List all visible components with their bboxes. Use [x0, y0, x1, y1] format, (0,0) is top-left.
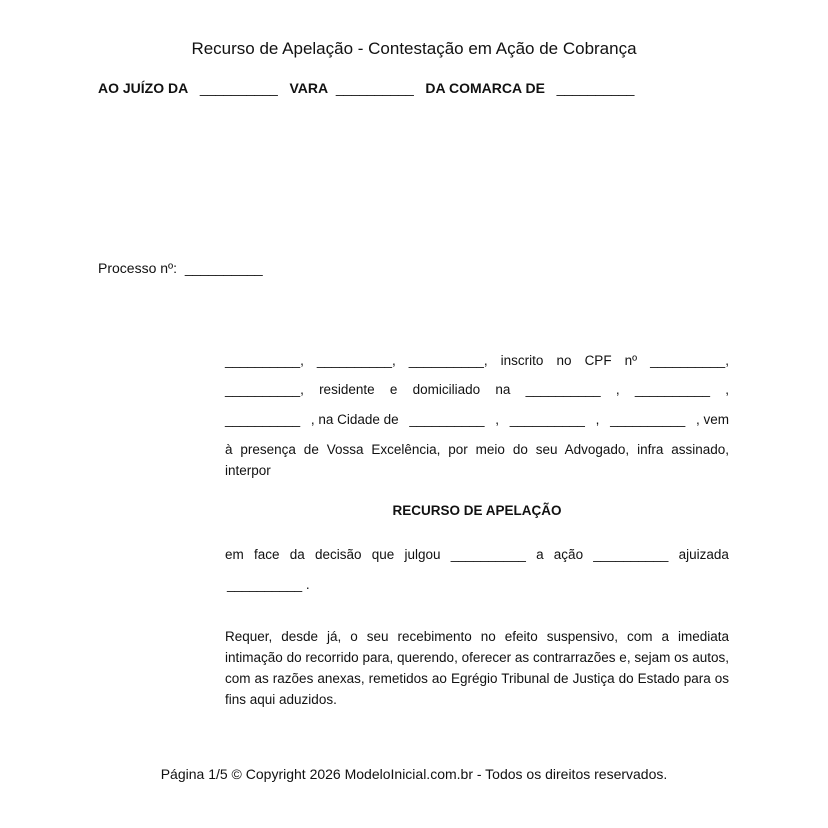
word: e [389, 382, 398, 397]
header-blank-1: __________ [199, 80, 278, 96]
word: a [536, 547, 544, 562]
decision-line-2: __________ . [227, 577, 310, 592]
header-blank-3: __________ [556, 80, 635, 96]
word: __________, [225, 382, 304, 397]
word: , [595, 412, 600, 427]
word: __________, [316, 353, 396, 368]
header-part-3: DA COMARCA DE [425, 80, 545, 96]
decision-line-1 [225, 547, 729, 562]
word: ajuizada [678, 547, 729, 562]
word: ação [553, 547, 584, 562]
word: __________ [525, 382, 601, 397]
process-blank: __________ [184, 260, 263, 276]
document-title: Recurso de Apelação - Contestação em Ação de Cobrança [191, 39, 637, 58]
word: na [495, 382, 511, 397]
word: que [371, 547, 395, 562]
word: face [253, 547, 280, 562]
word: __________ [593, 547, 669, 562]
word: __________ [634, 382, 710, 397]
header-part-2: VARA [289, 80, 329, 96]
word: no [556, 353, 572, 368]
party-line-1 [225, 353, 729, 368]
word: da [289, 547, 305, 562]
page-footer: Página 1/5 © Copyright 2026 ModeloInicial.com.br - Todos os direitos reservados. [160, 766, 668, 782]
word: __________, [408, 353, 488, 368]
word: __________ [409, 412, 485, 427]
word: __________ [509, 412, 585, 427]
word: domiciliado [412, 382, 481, 397]
party-line-3 [225, 412, 729, 427]
word: , [725, 382, 729, 397]
word: __________, [225, 353, 304, 368]
word: julgou [404, 547, 441, 562]
header-blank-2: __________ [335, 80, 414, 96]
word: nº [624, 353, 638, 368]
word: __________ [610, 412, 686, 427]
word: residente [319, 382, 375, 397]
party-paragraph: à presença de Vossa Excelência, por meio do seu Advogado, infra assinado, interpor [225, 442, 729, 478]
word: , vem [695, 412, 729, 427]
process-number [98, 260, 263, 276]
process-label: Processo nº: [98, 260, 178, 276]
header-part-1: AO JUÍZO DA [98, 80, 189, 96]
word: __________ [225, 412, 301, 427]
court-header [98, 80, 634, 96]
word: inscrito [500, 353, 544, 368]
section-heading: RECURSO DE APELAÇÃO [392, 503, 562, 518]
word: __________ [450, 547, 526, 562]
word: , [615, 382, 620, 397]
request-paragraph: Requer, desde já, o seu recebimento no efeito suspensivo, com a imediata intimação do recorrido para, querendo, oferecer as contrarrazões e, sejam os autos, com as razões anexas, remetidos ao Egrégio Tribunal de Justiça do Estado para os fins aqui aduzidos. [225, 629, 729, 707]
word: decisão [314, 547, 362, 562]
word: CPF [584, 353, 612, 368]
word: __________, [650, 353, 729, 368]
party-line-2 [225, 382, 729, 397]
word: em [225, 547, 244, 562]
word: , [495, 412, 500, 427]
word: , na Cidade de [310, 412, 399, 427]
